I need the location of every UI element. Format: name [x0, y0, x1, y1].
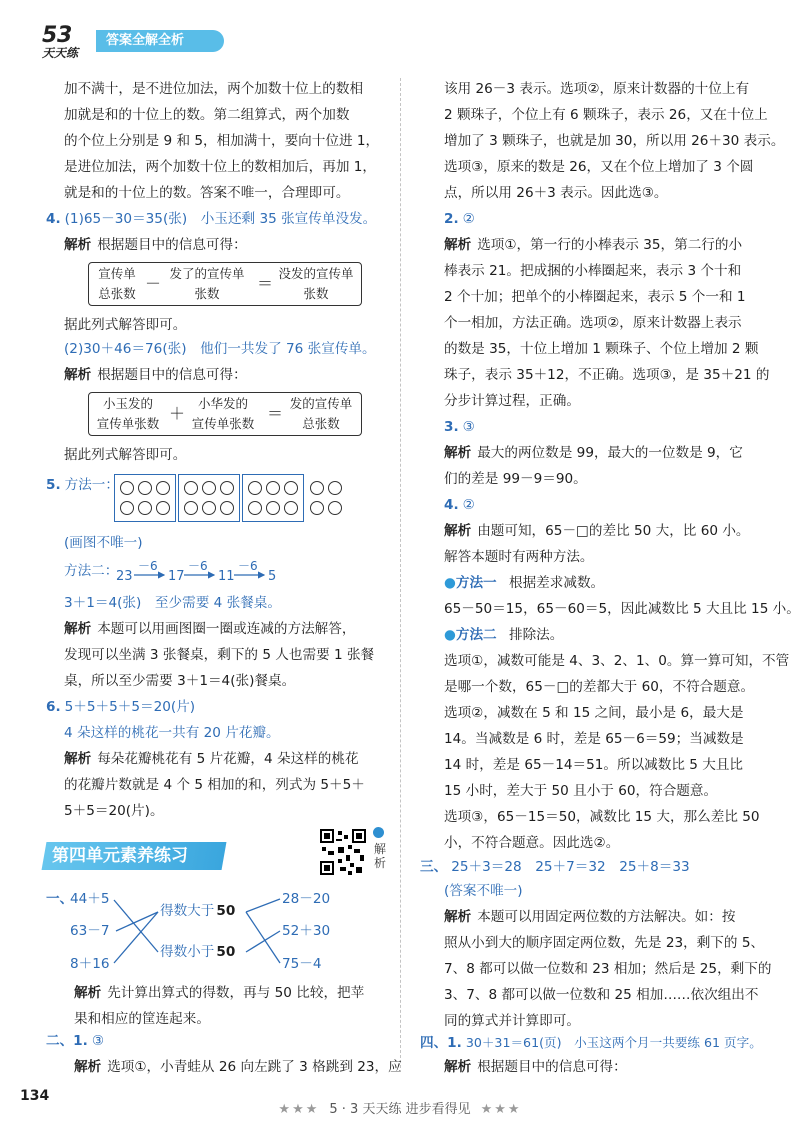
s2-q1 [46, 1032, 104, 1050]
box-operator: ＝ [267, 404, 284, 423]
q5-number: 5. [46, 477, 61, 493]
q4-answer-2: (2)30＋46＝76(张) 他们一共发了 76 张宣传单。 [64, 341, 376, 357]
box-term: 宣传单 [98, 266, 136, 281]
q4-after-1: 据此列式解答即可。 [64, 317, 187, 333]
chain-step: －6 [238, 559, 258, 573]
box-term: 张数 [303, 286, 329, 301]
q4-number: 4. [46, 211, 61, 227]
analysis-tag: 解析 [64, 621, 92, 637]
page-number: 134 [20, 1088, 50, 1104]
analysis-tag: 解析 [444, 523, 472, 539]
method-2-line: 15 小时，差大于 50 且小于 60，符合题意。 [444, 783, 718, 799]
match-line [246, 912, 280, 963]
qr-label: 解析 [373, 842, 386, 870]
analysis-text: 最大的两位数是 99，最大的一位数是 9，它 [477, 445, 743, 461]
r-q3 [444, 418, 475, 436]
method-2-line: 14 时，差是 65－14＝51。所以减数比 5 大且比 [444, 757, 744, 773]
chain-number: 17 [168, 569, 185, 584]
analysis-text: 每朵花瓣桃花有 5 片花瓣，4 朵这样的桃花 [97, 751, 359, 767]
q4-answer-text: (1)65－30＝35(张) 小玉还剩 35 张宣传单没发。 [64, 211, 377, 227]
box-term: 总张数 [302, 416, 340, 431]
analysis-tag: 解析 [64, 751, 92, 767]
method-2-line: 14。当减数是 6 时，差是 65－6＝59；当减数是 [444, 731, 744, 747]
r-q3-analysis [444, 444, 743, 462]
center-text: 得数大于 [160, 903, 215, 919]
r-q3-line: 们的差是 99－9＝90。 [444, 471, 587, 487]
q5-analysis-line: 发现可以坐满 3 张餐桌，剩下的 5 人也需要 1 张餐 [64, 647, 375, 663]
header-badge: 答案全解全析 [96, 30, 224, 52]
s2-analysis [74, 1058, 402, 1076]
s2-answer: ③ [91, 1033, 104, 1049]
chain-number: 5 [268, 569, 277, 584]
analysis-text: 选项①，第一行的小棒表示 35，第二行的小 [477, 237, 743, 253]
footer-text: 5 · 3 天天练 进步看得见 [329, 1102, 471, 1117]
q5-note: (画图不唯一) [64, 535, 143, 551]
match-line [246, 931, 280, 952]
s3-analysis [444, 908, 735, 926]
chain-step: －6 [188, 559, 208, 573]
box-term: 小玉发的 [102, 396, 153, 411]
right-paragraph-line: 点，所以用 26＋3 表示。因此选③。 [444, 185, 668, 201]
s4-number: 四、1. [420, 1035, 462, 1051]
left-paragraph-line: 就是和的十位上的数。答案不唯一，合理即可。 [64, 185, 350, 201]
footer [0, 1098, 800, 1117]
r-q4 [444, 496, 475, 514]
match-right-2: 52＋30 [282, 923, 331, 939]
method-2-badge [444, 627, 497, 643]
r-q4-line: 解答本题时有两种方法。 [444, 549, 594, 565]
r-q2-line: 珠子，表示 35＋12，不正确。选项③，是 35＋21 的 [444, 367, 770, 383]
match-left-3: 8＋16 [70, 956, 110, 972]
r-q2-line: 2 个十加；把单个的小棒圈起来，表示 5 个一和 1 [444, 289, 746, 305]
r-q2-number: 2. [444, 211, 459, 227]
box-operator: ＋ [169, 404, 186, 423]
analysis-tag: 解析 [64, 237, 92, 253]
footer-dots-left: ★★★ [278, 1102, 320, 1117]
match-left-2: 63－7 [70, 923, 110, 939]
analysis-tag: 解析 [444, 237, 472, 253]
q6-analysis-line: 5＋5＝20(片)。 [64, 803, 164, 819]
r-q4-analysis [444, 522, 750, 540]
r-q2-line: 个一相加，方法正确。选项②，原来计数器上表示 [444, 315, 742, 331]
analysis-tag: 解析 [64, 367, 92, 383]
box-operator: － [145, 274, 162, 293]
s4 [420, 1034, 762, 1052]
left-paragraph-line: 加就是和的十位上的数。第二组算式，两个加数 [64, 107, 350, 123]
box-term: 没发的宣传单 [278, 266, 354, 281]
analysis-text: 选项①，小青蛙从 26 向左跳了 3 格跳到 23，应 [107, 1059, 402, 1075]
s3-number: 三、 [420, 859, 448, 875]
match-left-1: 44＋5 [70, 891, 110, 907]
box-term: 发的宣传单 [289, 396, 353, 411]
left-paragraph-line: 加不满十，是不进位加法，两个加数十位上的数相 [64, 81, 364, 97]
bulb-icon: ● [444, 627, 456, 643]
method-text: 排除法。 [508, 627, 564, 643]
q4-after-2: 据此列式解答即可。 [64, 447, 187, 463]
q6-analysis-line: 的花瓣片数就是 4 个 5 相加的和，列式为 5＋5＋ [64, 777, 365, 793]
left-paragraph-line: 的个位上分别是 9 和 5，相加满十，要向十位进 1， [64, 133, 380, 149]
left-paragraph-line: 是进位加法，两个加数十位上的数相加后，再加 1， [64, 159, 377, 175]
analysis-text: 由题可知，65－□的差比 50 大，比 60 小。 [477, 523, 750, 539]
analysis-text: 根据题目中的信息可得： [97, 237, 247, 253]
r-q4-answer: ② [462, 497, 475, 513]
analysis-tag: 解析 [444, 445, 472, 461]
center-number: 50 [216, 944, 236, 960]
method-2-line: 选项②，减数在 5 和 15 之间，最小是 6，最大是 [444, 705, 744, 721]
box-term: 宣传单张数 [191, 416, 255, 431]
match-line [246, 899, 280, 912]
q5-analysis-line: 桌，所以至少需要 3＋1＝4(张)餐桌。 [64, 673, 296, 689]
bulb-icon: ● [444, 575, 456, 591]
q6-answer: 4 朵这样的桃花一共有 20 片花瓣。 [64, 725, 280, 741]
method-label: 方法一 [455, 575, 497, 591]
analysis-text: 本题可以用画图圈一圈或连减的方法解答， [97, 621, 356, 637]
r-q2-answer: ② [462, 211, 475, 227]
r-q2-line: 的数是 35，十位上增加 1 颗珠子、个位上增加 2 颗 [444, 341, 759, 357]
match-line [114, 900, 158, 952]
section-title-text: 第四单元素养练习 [52, 846, 188, 866]
r-q2-line: 分步计算过程，正确。 [444, 393, 580, 409]
q6-number: 6. [46, 699, 61, 715]
s3-line: 3、7、8 都可以做一位数和 25 相加……依次组出不 [444, 987, 759, 1003]
method-label: 方法二 [455, 627, 497, 643]
chain-number: 23 [116, 569, 133, 584]
chain-step: －6 [138, 559, 158, 573]
r-q2-analysis [444, 236, 742, 254]
method-2 [444, 626, 563, 644]
s3-line: 照从小到大的顺序固定两位数，先是 23，剩下的 5、 [444, 935, 765, 951]
q6-eq-text: 5＋5＋5＋5＝20(片) [64, 699, 196, 715]
right-paragraph-line: 该用 26－3 表示。选项②，原来计数器的十位上有 [444, 81, 750, 97]
r-q3-number: 3. [444, 419, 459, 435]
method-2-line: 小，不符合题意。因此选②。 [444, 835, 620, 851]
analysis-tag: 解析 [74, 1059, 102, 1075]
s1-num: 一、 [46, 891, 74, 907]
analysis-tag: 解析 [444, 1059, 472, 1075]
center-number: 50 [216, 903, 236, 919]
s2-number: 二、1. [46, 1033, 88, 1049]
footer-dots-right: ★★★ [480, 1102, 522, 1117]
method-2-line: 选项③，65－15＝50，减数比 15 大，那么差比 50 [444, 809, 760, 825]
method-1 [444, 574, 604, 592]
r-q4-number: 4. [444, 497, 459, 513]
svg-text:3: 3 [57, 23, 73, 48]
r-q3-answer: ③ [462, 419, 475, 435]
match-line [114, 912, 158, 963]
s3 [420, 858, 690, 876]
analysis-text: 根据题目中的信息可得： [97, 367, 247, 383]
box-term: 宣传单张数 [96, 416, 160, 431]
analysis-text: 先计算出算式的得数，再与 50 比较，把苹 [107, 985, 365, 1001]
s4-answer: 30＋31＝61(页) 小玉这两个月一共要练 61 页字。 [465, 1035, 762, 1050]
s3-answer: 25＋3＝28 25＋7＝32 25＋8＝33 [451, 859, 690, 875]
analysis-tag: 解析 [444, 909, 472, 925]
q5-method-2-label: 方法二： [64, 563, 119, 579]
box-term: 总张数 [98, 286, 136, 301]
s3-note: (答案不唯一) [444, 883, 523, 899]
box-term: 发了的宣传单 [169, 266, 245, 281]
svg-text:天天练: 天天练 [42, 46, 79, 60]
s4-analysis [444, 1058, 627, 1076]
s1-analysis [74, 984, 364, 1002]
method-1-badge [444, 575, 497, 591]
q5-answer: 3＋1＝4(张) 至少需要 4 张餐桌。 [64, 595, 281, 611]
method-1-line: 65－50＝15，65－60＝5，因此减数比 5 大且比 15 小。 [444, 601, 800, 617]
r-q2-line: 棒表示 21。把成捆的小棒圈起来，表示 3 个十和 [444, 263, 742, 279]
match-right-1: 28－20 [282, 891, 331, 907]
method-1-label: 方法一： [64, 477, 119, 493]
analysis-tag: 解析 [74, 985, 102, 1001]
box-term: 张数 [194, 286, 220, 301]
box-term: 小华发的 [197, 396, 248, 411]
s3-line: 同的算式并计算即可。 [444, 1013, 580, 1029]
method-2-line: 是哪一个数，65－□的差都大于 60，不符合题意。 [444, 679, 755, 695]
r-q2 [444, 210, 475, 228]
box-operator: ＝ [257, 274, 274, 293]
analysis-text: 根据题目中的信息可得： [477, 1059, 627, 1075]
right-paragraph-line: 2 颗珠子，个位上有 6 颗珠子，表示 26，又在十位上 [444, 107, 768, 123]
s3-line: 7、8 都可以做一位数和 23 相加；然后是 25，剩下的 [444, 961, 772, 977]
method-text: 根据差求减数。 [508, 575, 605, 591]
chain-number: 11 [218, 569, 235, 584]
match-right-3: 75－4 [282, 956, 322, 972]
s1-analysis-line: 果和相应的筐连起来。 [74, 1011, 210, 1027]
method-2-line: 选项①，减数可能是 4、3、2、1、0。算一算可知，不管 [444, 653, 790, 669]
right-paragraph-line: 选项③，原来的数是 26，又在个位上增加了 3 个圆 [444, 159, 754, 175]
analysis-text: 本题可以用固定两位数的方法解决。如：按 [477, 909, 736, 925]
svg-text:5: 5 [42, 23, 58, 48]
right-paragraph-line: 增加了 3 颗珠子，也就是加 30，所以用 26＋30 表示。 [444, 133, 785, 149]
center-text: 得数小于 [160, 944, 215, 960]
